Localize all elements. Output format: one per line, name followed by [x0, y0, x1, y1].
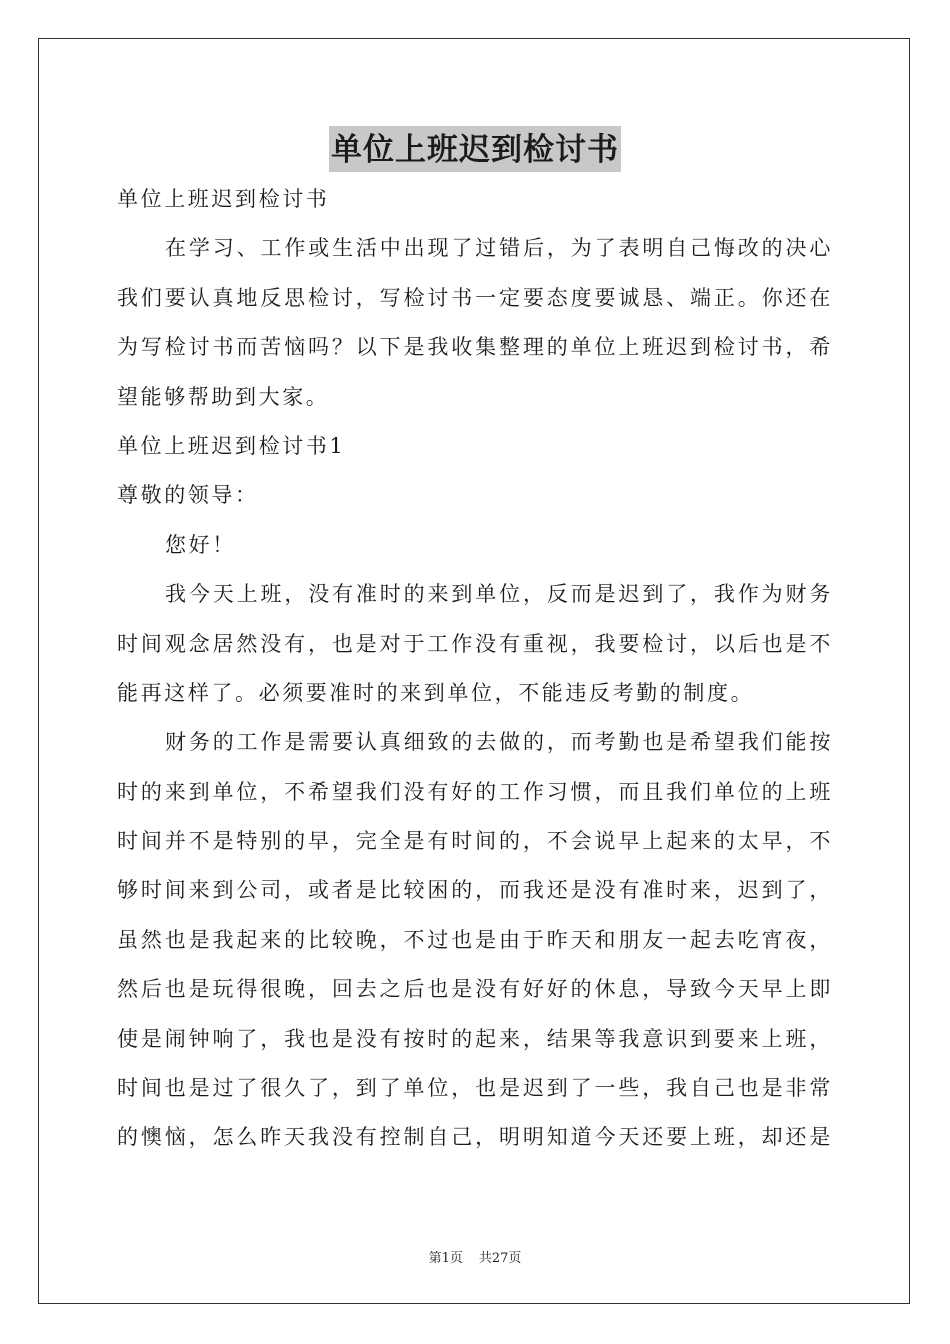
subtitle: 单位上班迟到检讨书 — [117, 187, 330, 211]
paragraph-line: 使是闹钟响了，我也是没有按时的起来，结果等我意识到要来上班， — [117, 1026, 833, 1051]
intro-line: 望能够帮助到大家。 — [117, 384, 330, 409]
paragraph-line: 时间并不是特别的早，完全是有时间的，不会说早上起来的太早，不 — [117, 829, 833, 854]
paragraph-line: 时间观念居然没有，也是对于工作没有重视，我要检讨，以后也是不 — [117, 631, 833, 656]
paragraph-line: 虽然也是我起来的比较晚，不过也是由于昨天和朋友一起去吃宵夜， — [117, 927, 833, 952]
paragraph-line: 够时间来到公司，或者是比较困的，而我还是没有准时来，迟到了， — [117, 878, 833, 903]
intro-line: 在学习、工作或生活中出现了过错后，为了表明自己悔改的决心 — [165, 236, 833, 261]
paragraph-line: 财务的工作是需要认真细致的去做的，而考勤也是希望我们能按 — [165, 730, 833, 755]
intro-line: 我们要认真地反思检讨，写检讨书一定要态度要诚恳、端正。你还在 — [117, 285, 833, 310]
paragraph-line: 时间也是过了很久了，到了单位，也是迟到了一些，我自己也是非常 — [117, 1076, 833, 1101]
paragraph-line: 能再这样了。必须要准时的来到单位，不能违反考勤的制度。 — [117, 680, 755, 705]
document-body — [117, 180, 833, 1168]
title-container — [0, 126, 950, 172]
page-total: 共27页 — [478, 1251, 522, 1266]
document-title: 单位上班迟到检讨书 — [329, 126, 621, 172]
page-number: 第1页 — [428, 1251, 463, 1266]
paragraph-line: 然后也是玩得很晚，回去之后也是没有好好的休息，导致今天早上即 — [117, 977, 833, 1002]
paragraph-line: 我今天上班，没有准时的来到单位，反而是迟到了，我作为财务 — [165, 582, 833, 607]
intro-line: 为写检讨书而苦恼吗？以下是我收集整理的单位上班迟到检讨书，希 — [117, 335, 833, 360]
greeting: 您好！ — [165, 532, 236, 557]
paragraph-line: 的懊恼，怎么昨天我没有控制自己，明明知道今天还要上班，却还是 — [117, 1125, 833, 1150]
section-heading: 单位上班迟到检讨书1 — [117, 433, 346, 458]
salutation: 尊敬的领导： — [117, 483, 259, 508]
page-footer — [0, 1247, 950, 1266]
paragraph-line: 时的来到单位，不希望我们没有好的工作习惯，而且我们单位的上班 — [117, 779, 833, 804]
